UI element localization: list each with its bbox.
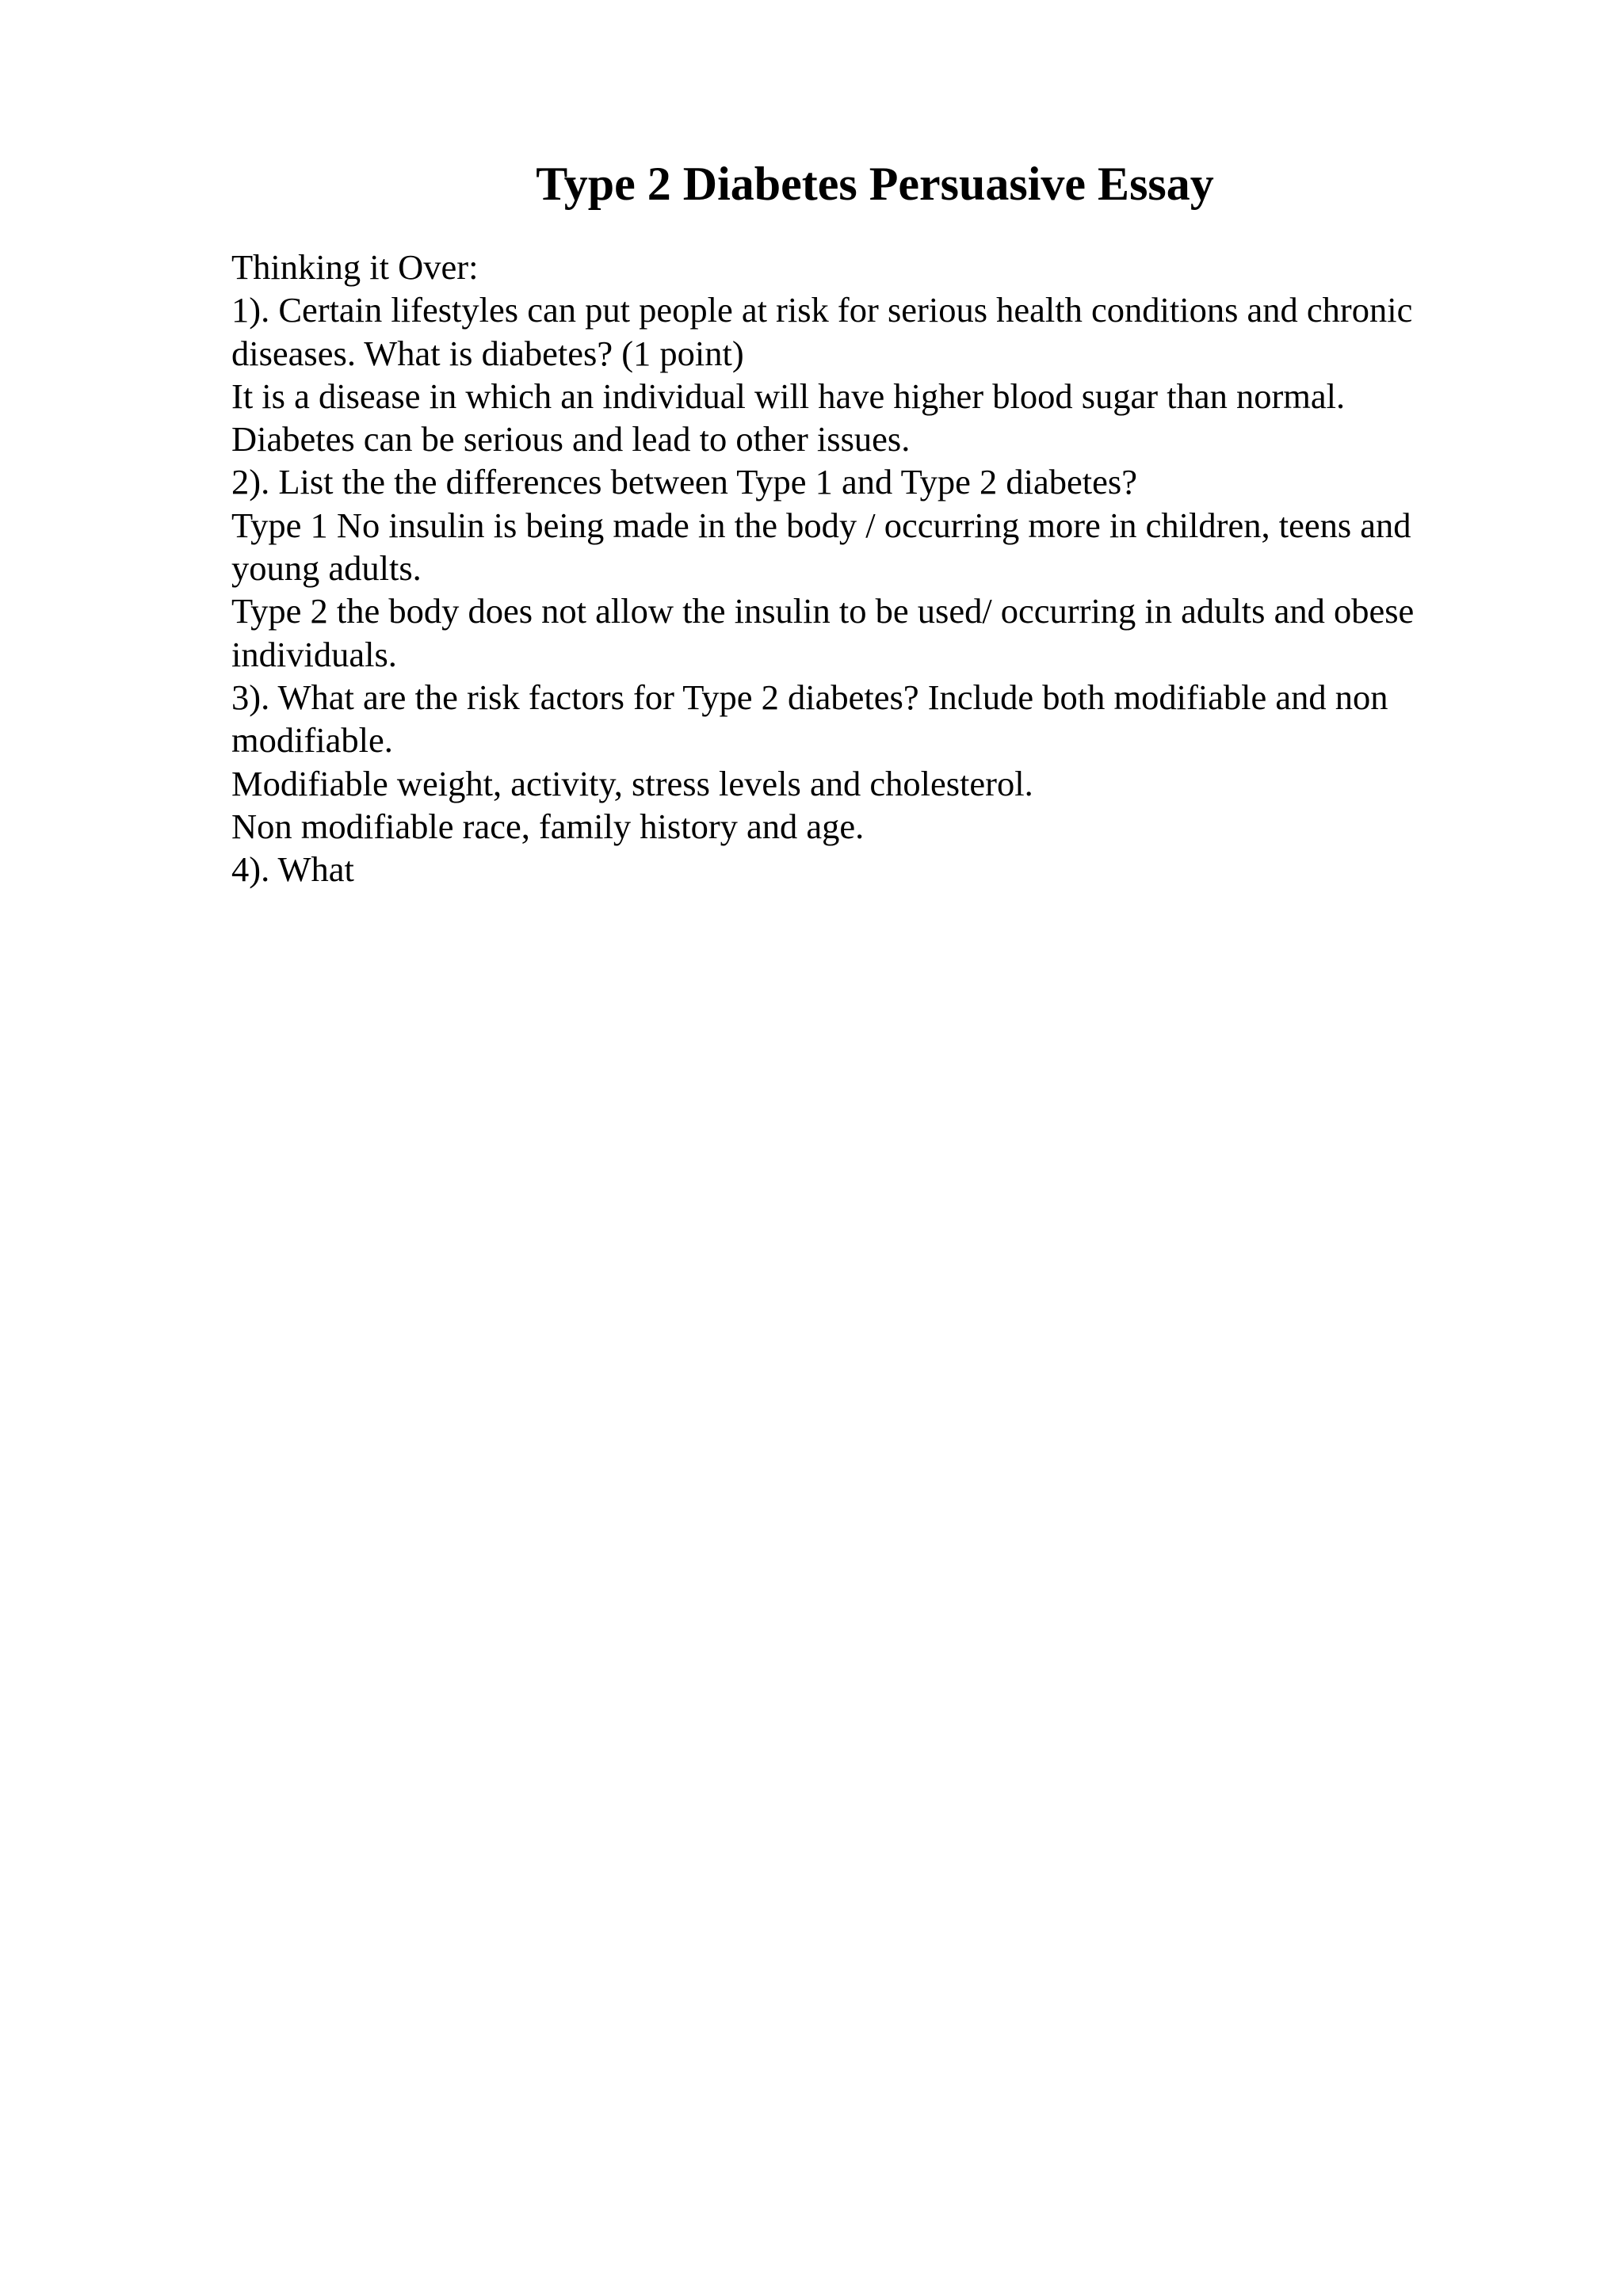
text-line: Type 1 No insulin is being made in the body / occurring more in children, teens and <box>231 505 1411 545</box>
text-line: 3). What are the risk factors for Type 2 diabetes? Include both modifiable and non <box>231 677 1388 717</box>
text-line: 4). What <box>231 849 354 890</box>
text-line: diseases. What is diabetes? (1 point) <box>231 333 744 373</box>
text-line: Diabetes can be serious and lead to other issues. <box>231 419 911 460</box>
text-line: It is a disease in which an individual will have higher blood sugar than normal. <box>231 376 1346 416</box>
text-line: Type 2 the body does not allow the insulin to be used/ occurring in adults and obese <box>231 591 1415 631</box>
text-line: modifiable. <box>231 720 393 761</box>
text-line: Non modifiable race, family history and age. <box>231 806 865 846</box>
page-title: Type 2 Diabetes Persuasive Essay <box>536 158 1214 210</box>
text-line: 1). Certain lifestyles can put people at risk for serious health conditions and chronic <box>231 290 1413 330</box>
document-body <box>231 246 1515 891</box>
text-line: 2). List the the differences between Type 1 and Type 2 diabetes? <box>231 462 1137 502</box>
text-line: Thinking it Over: <box>231 247 479 287</box>
text-line: young adults. <box>231 548 422 589</box>
text-line: Modifiable weight, activity, stress levels and cholesterol. <box>231 763 1033 803</box>
text-line: individuals. <box>231 634 397 674</box>
